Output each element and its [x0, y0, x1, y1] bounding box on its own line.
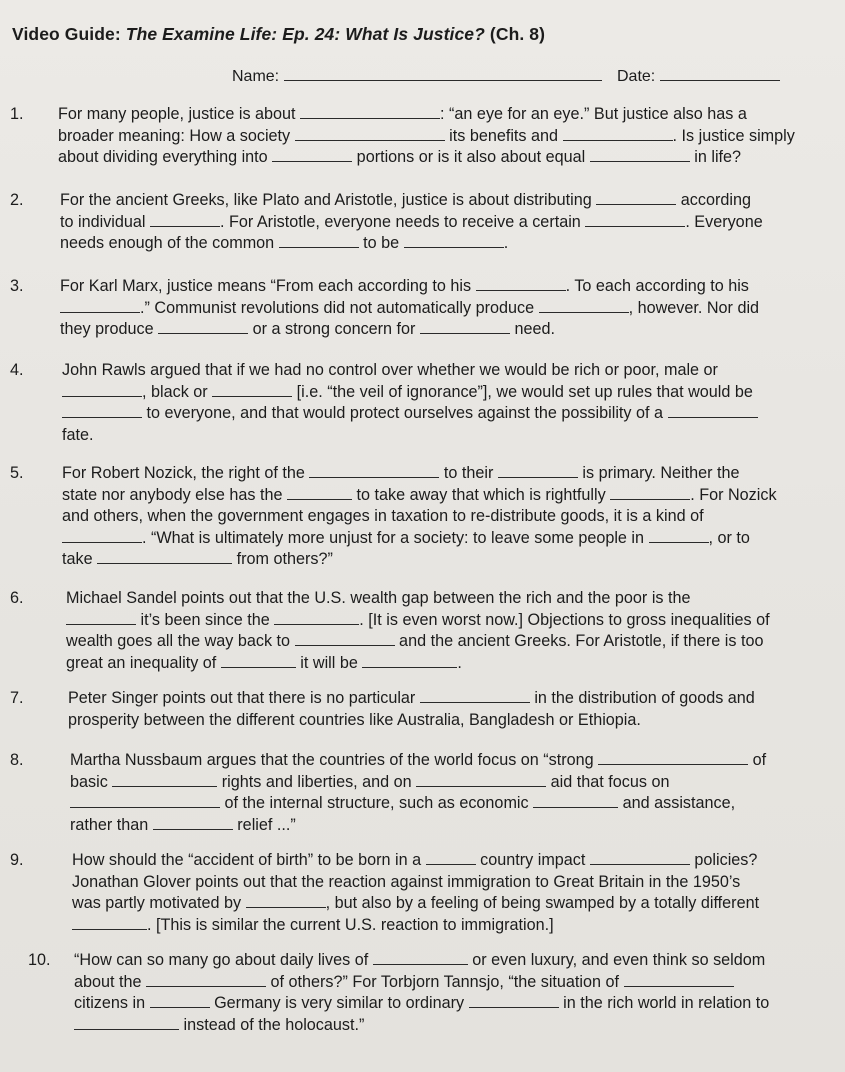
fill-in-blank[interactable] — [295, 126, 445, 141]
question-line — [62, 528, 777, 550]
fill-in-blank[interactable] — [62, 403, 142, 418]
text-segment: it’s been since the — [136, 610, 275, 629]
text-segment: country impact — [475, 851, 590, 869]
fill-in-blank[interactable] — [60, 298, 140, 313]
fill-in-blank[interactable] — [72, 915, 147, 930]
fill-in-blank[interactable] — [300, 104, 440, 119]
fill-in-blank[interactable] — [146, 972, 266, 987]
fill-in-blank[interactable] — [295, 631, 395, 646]
fill-in-blank[interactable] — [221, 653, 296, 668]
fill-in-blank[interactable] — [668, 403, 758, 418]
text-segment: For Karl Marx, justice means “From each according to his — [60, 277, 476, 295]
fill-in-blank[interactable] — [279, 233, 359, 248]
text-segment: of others?” For Torbjorn Tannsjo, “the situation of — [266, 972, 624, 991]
fill-in-blank[interactable] — [97, 549, 232, 564]
question-number: 1. — [10, 105, 24, 123]
text-segment: Peter Singer points out that there is no particular — [68, 689, 420, 707]
fill-in-blank[interactable] — [649, 528, 709, 543]
question-text — [72, 850, 759, 936]
text-segment: aid that focus on — [546, 772, 670, 791]
question-line — [72, 915, 759, 937]
question-line — [72, 893, 759, 915]
text-segment: of — [748, 751, 767, 769]
fill-in-blank[interactable] — [150, 993, 210, 1008]
question-text — [66, 588, 770, 674]
question-line — [60, 212, 763, 234]
question-line — [66, 588, 770, 610]
text-segment: state nor anybody else has the — [62, 485, 287, 504]
text-segment: need. — [509, 320, 555, 338]
question-number: 10. — [28, 951, 51, 969]
text-segment: in the distribution of goods and — [529, 689, 755, 707]
text-segment: or a strong concern for — [248, 320, 420, 338]
question-text — [58, 104, 795, 169]
text-segment: wealth goes all the way back to — [66, 632, 295, 650]
date-blank[interactable] — [660, 66, 780, 81]
question-number: 5. — [10, 464, 24, 482]
question-line — [66, 631, 770, 653]
question-text — [62, 360, 758, 446]
text-segment: For Robert Nozick, the right of the — [62, 464, 310, 482]
fill-in-blank[interactable] — [420, 319, 510, 334]
question-line — [62, 425, 758, 447]
text-segment: . To each according to his — [565, 277, 749, 295]
question-number: 2. — [10, 191, 24, 209]
text-segment: policies? — [689, 851, 758, 869]
fill-in-blank[interactable] — [624, 972, 734, 987]
question-number: 4. — [10, 361, 24, 379]
text-segment: relief ...” — [232, 815, 296, 834]
text-segment: , but also by a feeling of being swamped by a totally different — [325, 894, 760, 912]
question-number: 8. — [10, 751, 24, 769]
text-segment: , black or — [142, 382, 213, 401]
fill-in-blank[interactable] — [590, 850, 690, 865]
text-segment: rights and liberties, and on — [217, 772, 417, 791]
text-segment: was partly motivated by — [72, 894, 246, 912]
question-number: 6. — [10, 589, 24, 607]
fill-in-blank[interactable] — [274, 610, 359, 625]
text-segment: about dividing everything into — [58, 148, 273, 166]
text-segment: and the ancient Greeks. For Aristotle, if there is too — [394, 632, 764, 650]
fill-in-blank[interactable] — [610, 485, 690, 500]
question-number: 3. — [10, 277, 24, 295]
text-segment: . — [503, 234, 509, 252]
question-line — [66, 653, 770, 675]
fill-in-blank[interactable] — [74, 1015, 179, 1030]
text-segment: prosperity between the different countries like Australia, Bangladesh or Ethiopia. — [68, 710, 641, 729]
fill-in-blank[interactable] — [66, 610, 136, 625]
text-segment: take — [62, 550, 98, 568]
text-segment: to their — [439, 464, 498, 482]
text-segment: in the rich world in relation to — [558, 994, 770, 1012]
text-segment: .” Communist revolutions did not automatically produce — [140, 298, 539, 317]
text-segment: . Is justice simply — [672, 126, 795, 145]
fill-in-blank[interactable] — [62, 382, 142, 397]
question-line — [68, 688, 755, 710]
question-line — [70, 815, 766, 837]
fill-in-blank[interactable] — [563, 126, 673, 141]
question-line — [58, 104, 795, 126]
fill-in-blank[interactable] — [426, 850, 476, 865]
question-line — [60, 276, 759, 298]
fill-in-blank[interactable] — [153, 815, 233, 830]
fill-in-blank[interactable] — [596, 190, 676, 205]
text-segment: from others?” — [232, 550, 333, 568]
fill-in-blank[interactable] — [539, 298, 629, 313]
text-segment: needs enough of the common — [60, 234, 279, 252]
question-line — [62, 360, 758, 382]
text-segment: to be — [358, 234, 404, 252]
fill-in-blank[interactable] — [476, 276, 566, 291]
question-line — [74, 993, 769, 1015]
question-line — [62, 549, 777, 571]
fill-in-blank[interactable] — [112, 772, 217, 787]
question-line — [66, 610, 770, 632]
question-line — [58, 126, 795, 148]
text-segment: Martha Nussbaum argues that the countries of the world focus on “strong — [70, 751, 599, 769]
question-text — [60, 190, 763, 255]
fill-in-blank[interactable] — [373, 950, 468, 965]
question-line — [58, 147, 795, 169]
text-segment: it will be — [295, 653, 363, 672]
question-line — [62, 485, 777, 507]
question-text — [70, 750, 766, 836]
question-text — [74, 950, 769, 1036]
fill-in-blank[interactable] — [598, 750, 748, 765]
text-segment: broader meaning: How a society — [58, 126, 295, 145]
text-segment: to take away that which is rightfully — [351, 485, 611, 504]
question-line — [62, 382, 758, 404]
text-segment: to individual — [60, 212, 150, 231]
question-line — [60, 319, 759, 341]
text-segment: . Everyone — [685, 212, 763, 231]
text-segment: they produce — [60, 320, 159, 338]
text-segment: Michael Sandel points out that the U.S. wealth gap between the rich and the poor is the — [66, 589, 691, 607]
fill-in-blank[interactable] — [590, 147, 690, 162]
page-title: Video Guide: The Examine Life: Ep. 24: What Is Justice? (Ch. 8) — [12, 24, 546, 44]
question-line — [62, 506, 777, 528]
text-segment: “How can so many go about daily lives of — [74, 951, 373, 969]
text-segment: citizens in — [74, 994, 150, 1012]
text-segment: . For Nozick — [690, 485, 777, 504]
text-segment: . [This is similar the current U.S. reaction to immigration.] — [147, 915, 554, 934]
fill-in-blank[interactable] — [62, 528, 142, 543]
fill-in-blank[interactable] — [498, 463, 578, 478]
text-segment: of the internal structure, such as economic — [220, 794, 534, 812]
question-line — [74, 972, 769, 994]
text-segment: How should the “accident of birth” to be born in a — [72, 851, 426, 869]
text-segment: Jonathan Glover points out that the reaction against immigration to Great Britain in the 1950’s — [72, 872, 741, 891]
question-line — [68, 710, 755, 732]
text-segment: to everyone, and that would protect ourselves against the possibility of a — [142, 404, 668, 422]
text-segment: . “What is ultimately more unjust for a society: to leave some people in — [142, 528, 649, 547]
text-segment: , however. Nor did — [628, 298, 760, 317]
fill-in-blank[interactable] — [362, 653, 457, 668]
question-number: 7. — [10, 689, 24, 707]
question-number: 9. — [10, 851, 24, 869]
question-line — [74, 1015, 769, 1037]
fill-in-blank[interactable] — [585, 212, 685, 227]
text-segment: and assistance, — [618, 794, 736, 812]
question-line — [74, 950, 769, 972]
fill-in-blank[interactable] — [70, 793, 220, 808]
text-segment: or even luxury, and even think so seldom — [467, 951, 766, 969]
text-segment: about the — [74, 972, 147, 991]
question-line — [60, 298, 759, 320]
fill-in-blank[interactable] — [309, 463, 439, 478]
text-segment: according — [676, 191, 751, 209]
fill-in-blank[interactable] — [416, 772, 546, 787]
question-line — [72, 872, 759, 894]
date-field[interactable]: Date: — [617, 66, 780, 86]
text-segment: basic — [70, 772, 113, 791]
question-line — [60, 233, 763, 255]
text-segment: For the ancient Greeks, like Plato and Aristotle, justice is about distributing — [60, 191, 597, 209]
text-segment: portions or is it also about equal — [352, 148, 590, 166]
question-line — [70, 793, 766, 815]
text-segment: : “an eye for an eye.” But justice also has a — [440, 105, 747, 123]
text-segment: is primary. Neither the — [577, 464, 740, 482]
question-line — [72, 850, 759, 872]
text-segment: its benefits and — [444, 126, 563, 145]
text-segment: great an inequality of — [66, 653, 221, 672]
text-segment: , or to — [708, 528, 750, 547]
fill-in-blank[interactable] — [533, 793, 618, 808]
text-segment: For many people, justice is about — [58, 105, 301, 123]
question-line — [62, 463, 777, 485]
fill-in-blank[interactable] — [404, 233, 504, 248]
question-line — [70, 750, 766, 772]
fill-in-blank[interactable] — [272, 147, 352, 162]
fill-in-blank[interactable] — [469, 993, 559, 1008]
text-segment: instead of the holocaust.” — [179, 1015, 365, 1034]
fill-in-blank[interactable] — [212, 382, 292, 397]
text-segment: . — [457, 653, 462, 672]
question-line — [60, 190, 763, 212]
question-line — [62, 403, 758, 425]
text-segment: fate. — [62, 425, 94, 444]
question-text — [60, 276, 759, 341]
fill-in-blank[interactable] — [246, 893, 326, 908]
question-line — [70, 772, 766, 794]
text-segment: [i.e. “the veil of ignorance”], we would set up rules that would be — [292, 382, 753, 401]
fill-in-blank[interactable] — [150, 212, 220, 227]
text-segment: . [It is even worst now.] Objections to gross inequalities of — [359, 610, 770, 629]
fill-in-blank[interactable] — [287, 485, 352, 500]
name-blank[interactable] — [284, 66, 602, 81]
name-field[interactable]: Name: — [232, 66, 602, 86]
fill-in-blank[interactable] — [158, 319, 248, 334]
text-segment: . For Aristotle, everyone needs to receive a certain — [220, 212, 586, 231]
text-segment: rather than — [70, 815, 153, 834]
question-text — [62, 463, 777, 571]
text-segment: and others, when the government engages in taxation to re-distribute goods, it is a kind of — [62, 507, 704, 525]
text-segment: in life? — [689, 148, 742, 166]
question-text — [68, 688, 755, 731]
fill-in-blank[interactable] — [420, 688, 530, 703]
text-segment: John Rawls argued that if we had no control over whether we would be rich or poor, male or — [62, 361, 718, 379]
text-segment: Germany is very similar to ordinary — [209, 994, 469, 1012]
